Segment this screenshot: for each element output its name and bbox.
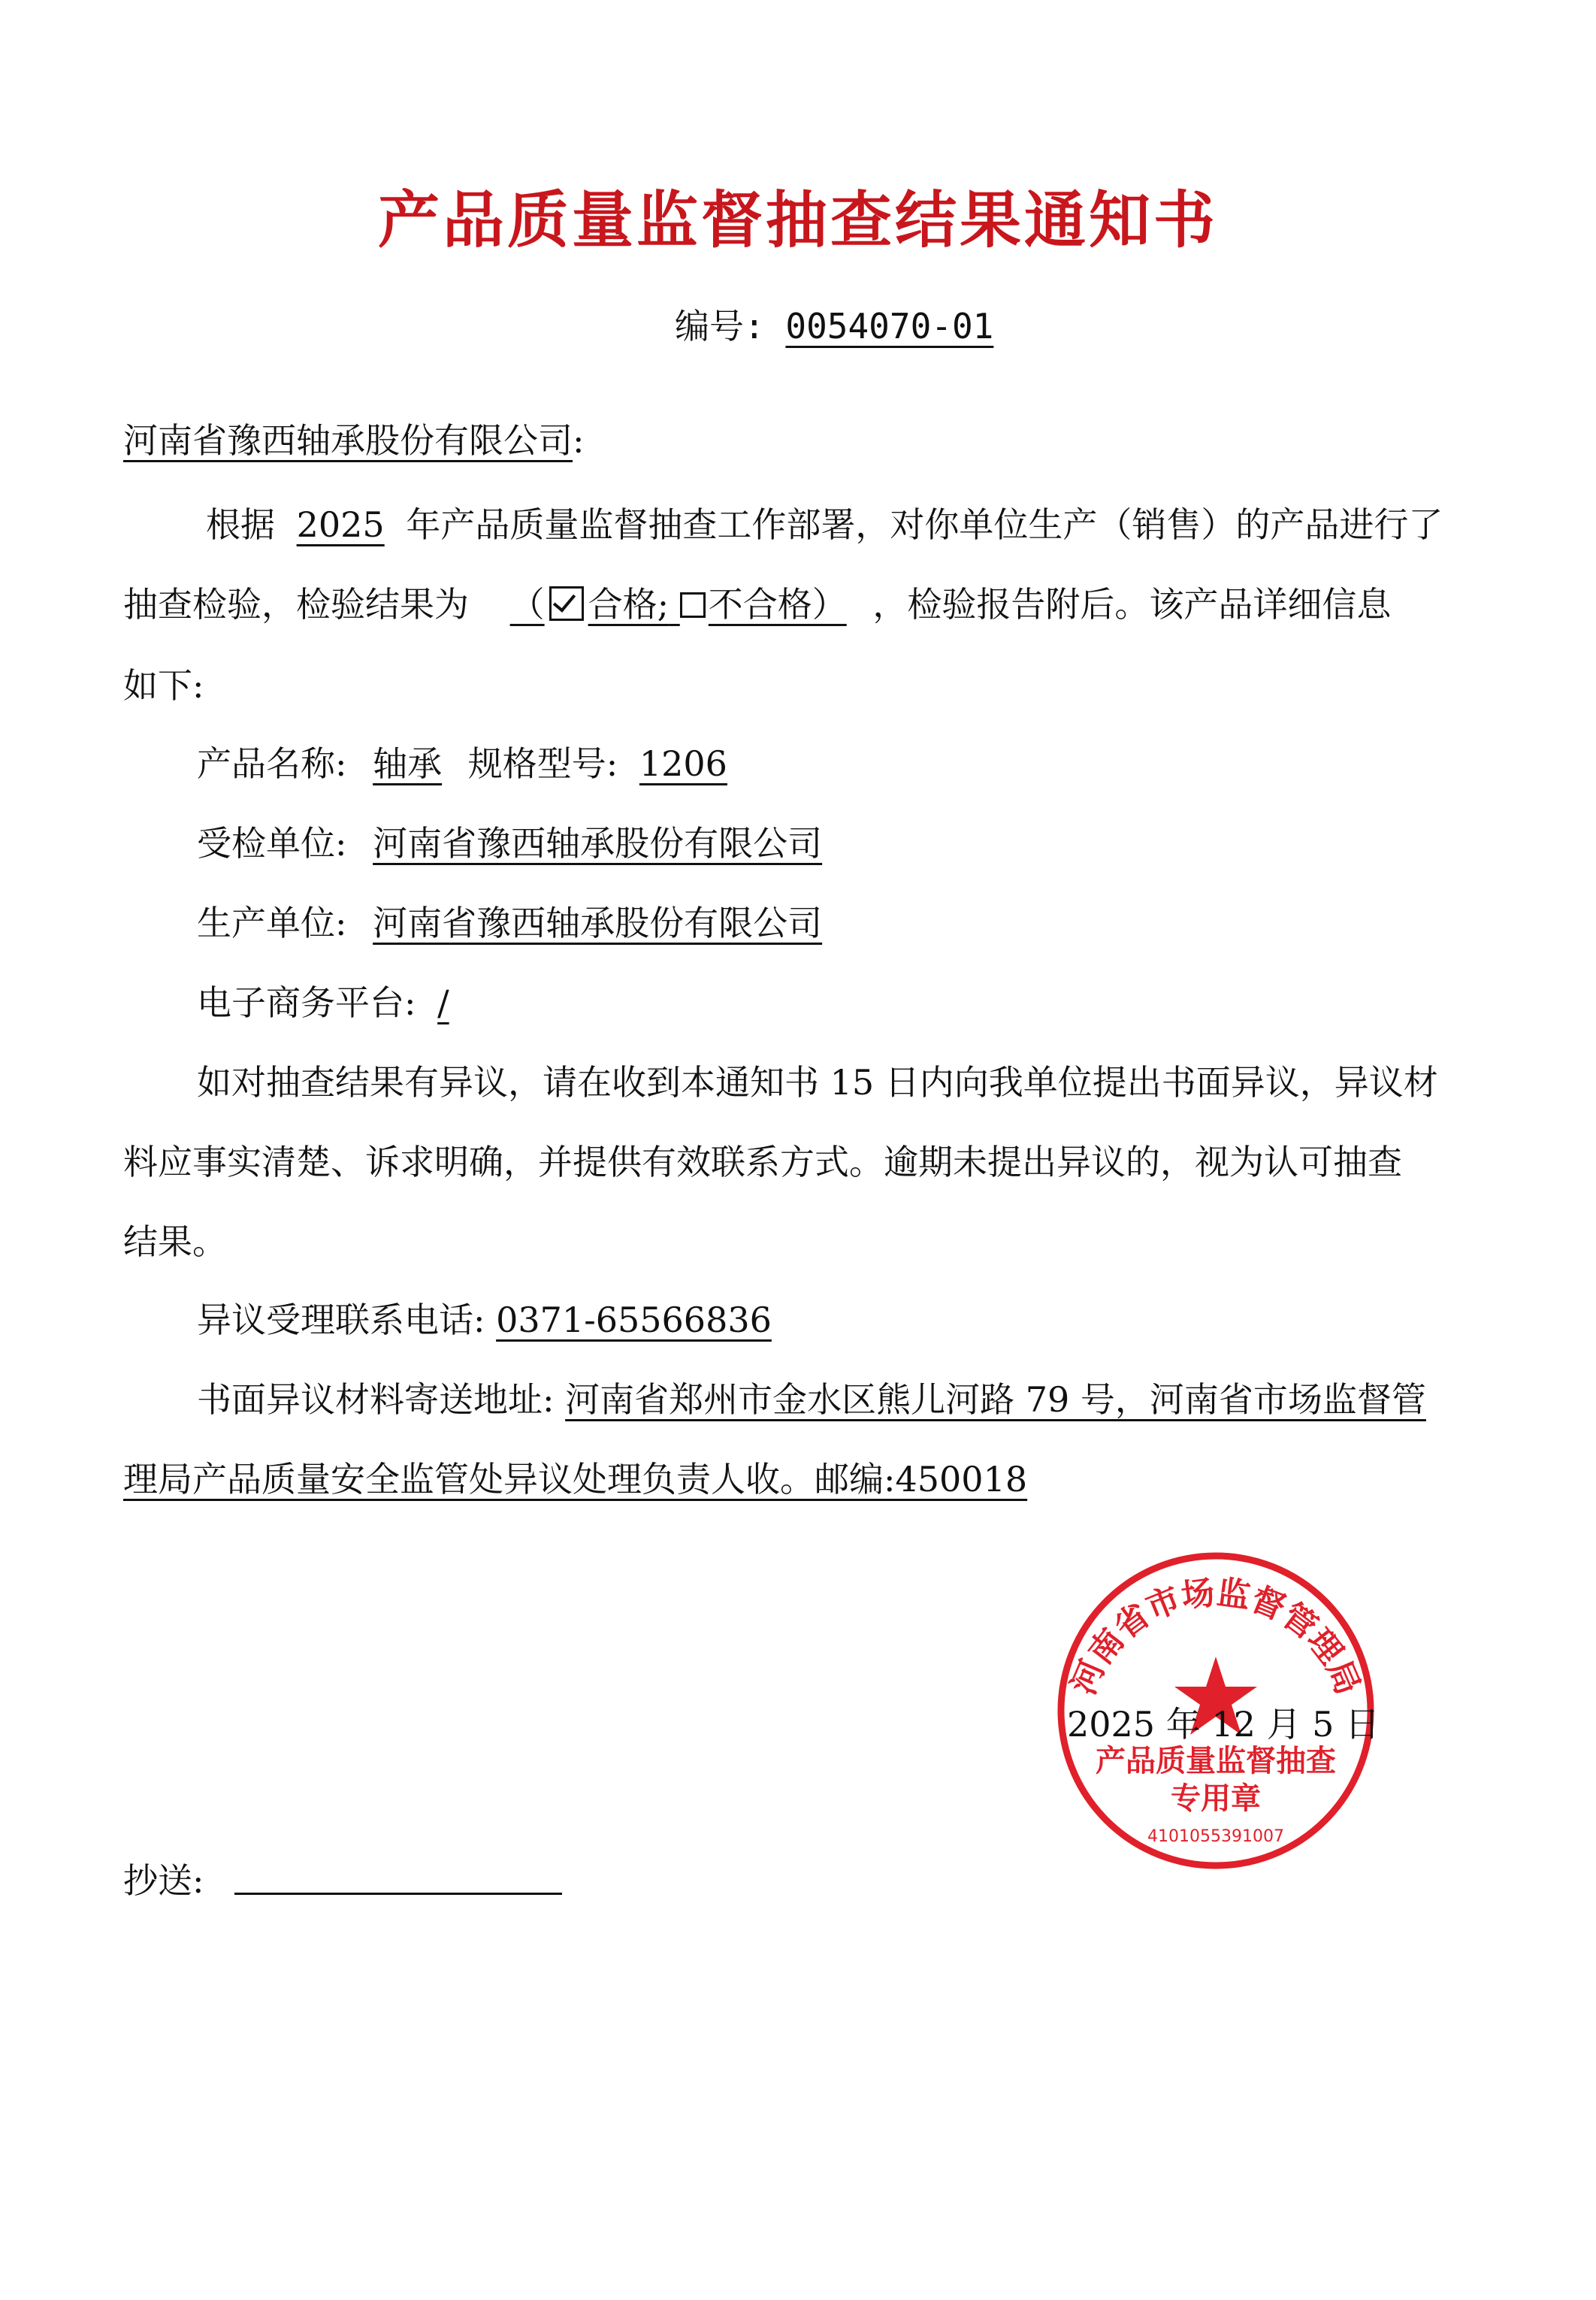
fail-checkbox	[680, 592, 706, 618]
address-row	[197, 1377, 1426, 1422]
ecommerce-row	[197, 980, 460, 1025]
number-label: 编号:	[675, 306, 765, 347]
para1-line2	[123, 582, 1391, 627]
model-value: 1206	[639, 743, 727, 784]
issue-date: 2025 年 12 月 5 日	[1067, 1704, 1380, 1745]
inspected-unit-label: 受检单位:	[197, 823, 347, 864]
addressee	[123, 418, 585, 463]
para1-prefix: 根据	[206, 504, 275, 545]
address-line2: 理局产品质量安全监管处异议处理负责人收。邮编:450018	[123, 1459, 1028, 1500]
address-line1: 河南省郑州市金水区熊儿河路 79 号，河南省市场监督管	[565, 1379, 1426, 1420]
address-row-2	[123, 1457, 1027, 1502]
seal-line2: 专用章	[1171, 1781, 1261, 1816]
seal-code: 4101055391007	[1147, 1827, 1284, 1846]
inspected-unit-row	[197, 821, 837, 866]
cc-blank-line	[234, 1893, 562, 1895]
fail-label: 不合格）	[708, 584, 847, 625]
ecommerce-label: 电子商务平台:	[197, 982, 416, 1023]
seal-arc-text: 河南省市场监督管理局	[1064, 1573, 1368, 1700]
producer-row	[197, 900, 837, 946]
product-name-label: 产品名称:	[197, 743, 347, 784]
phone-label: 异议受理联系电话:	[197, 1300, 485, 1340]
addressee-name: 河南省豫西轴承股份有限公司	[123, 420, 573, 461]
pass-label: 合格;	[588, 584, 670, 625]
result-field	[480, 584, 862, 625]
seal-line1: 产品质量监督抽查	[1096, 1743, 1336, 1778]
producer-label: 生产单位:	[197, 903, 347, 943]
model-label: 规格型号:	[467, 743, 618, 784]
para1-line2-suffix: ，检验报告附后。该产品详细信息	[872, 584, 1392, 625]
para1-line1-rest: 年产品质量监督抽查工作部署，对你单位生产（销售）的产品进行了	[406, 504, 1443, 545]
producer-value: 河南省豫西轴承股份有限公司	[373, 903, 823, 943]
para1-line1	[206, 502, 1443, 547]
ecommerce-value: /	[437, 982, 449, 1023]
paren-open: （	[509, 584, 545, 625]
addressee-colon: :	[573, 420, 585, 461]
objection-line2: 料应事实清楚、诉求明确，并提供有效联系方式。逾期未提出异议的，视为认可抽查	[123, 1142, 1402, 1182]
number-value: 0054070-01	[785, 306, 994, 347]
para1-line2-prefix: 抽查检验，检验结果为	[123, 584, 469, 625]
phone-value: 0371-65566836	[496, 1300, 772, 1340]
inspected-unit-value: 河南省豫西轴承股份有限公司	[373, 823, 823, 864]
document-number	[675, 304, 993, 349]
objection-line3: 结果。	[123, 1221, 227, 1262]
pass-checkbox	[549, 586, 584, 621]
inspection-year: 2025	[296, 504, 385, 545]
product-name-value: 轴承	[373, 743, 443, 784]
product-name-row	[197, 741, 738, 786]
address-label: 书面异议材料寄送地址:	[197, 1379, 555, 1420]
objection-line1: 如对抽查结果有异议，请在收到本通知书 15 日内向我单位提出书面异议，异议材	[197, 1062, 1438, 1103]
para1-line3: 如下:	[123, 665, 204, 706]
document-title: 产品质量监督抽查结果通知书	[377, 184, 1218, 256]
phone-row	[197, 1297, 772, 1342]
cc-label: 抄送:	[123, 1860, 204, 1901]
